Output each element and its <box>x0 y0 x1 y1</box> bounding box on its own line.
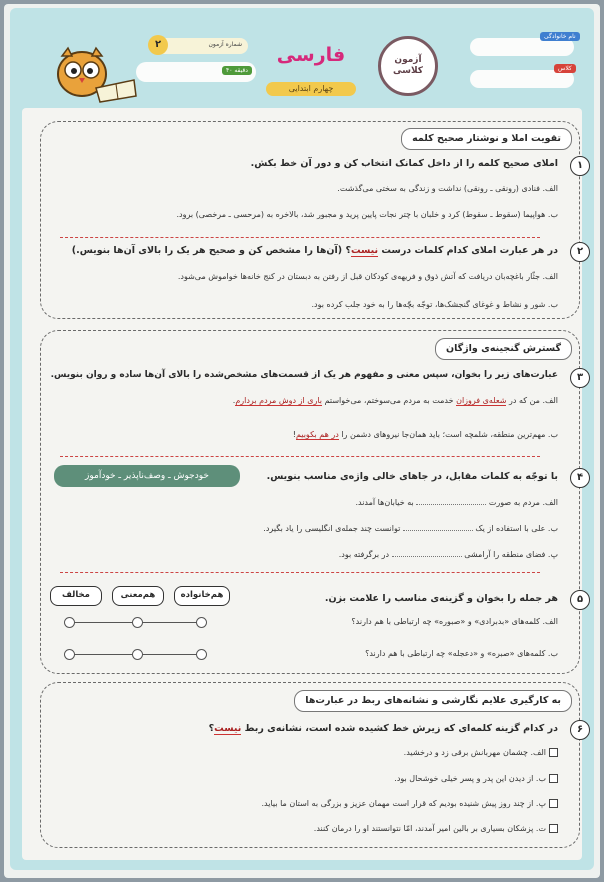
divider <box>60 572 540 573</box>
q4c-post: در برگرفته بود. <box>338 550 390 559</box>
question-2-number: ۲ <box>570 242 590 262</box>
name-label: نام خانوادگی <box>540 32 580 41</box>
question-6-option-a[interactable] <box>404 748 558 757</box>
question-3-number: ۳ <box>570 368 590 388</box>
question-4-text: با توجّه به کلمات مقابل، در جاهای خالی واژه‌ی مناسب بنویس. <box>266 471 558 482</box>
question-3-line-b <box>293 430 558 439</box>
q3a-pre: الف. من که در <box>506 396 558 405</box>
option-mokhalef[interactable]: مخالف <box>50 586 102 606</box>
option-hammani[interactable]: هم‌معنی <box>112 586 164 606</box>
stamp-text: آزمون کلاسی <box>392 55 424 76</box>
divider <box>60 456 540 457</box>
question-1-text: املای صحیح کلمه را از داخل کمانک انتخاب کن و دور آن خط بکش. <box>250 158 558 169</box>
question-6-number: ۶ <box>570 720 590 740</box>
question-6-text <box>209 723 558 734</box>
option-hamkhanevadeh[interactable]: هم‌خانواده <box>174 586 230 606</box>
question-6-option-d[interactable] <box>314 824 558 833</box>
checkbox[interactable] <box>549 799 558 808</box>
q3b-underlined: در هم بکوبیم <box>295 430 339 439</box>
exam-number-label: شماره آزمون <box>208 41 242 48</box>
q4b-blank[interactable] <box>403 530 473 531</box>
q3a-underlined-1: شعله‌ی فروزان <box>456 396 507 405</box>
exam-number: ۲ <box>148 35 168 55</box>
q5b-option-3[interactable] <box>64 649 75 660</box>
q3b-pre: ب. مهم‌ترین منطقه، شلمچه است؛ باید همان‌جا نیروهای دشمن را <box>338 430 558 439</box>
q4a-pre: الف. مردم به صورت <box>488 498 558 507</box>
question-4-line-c <box>339 550 558 559</box>
question-3-text: عبارت‌های زیر را بخوان، سپس معنی و مفهوم هر یک از قسمت‌های مشخص‌شده را بالای آن‌ها ساده و روان بنویس. <box>50 370 558 380</box>
question-1-number: ۱ <box>570 156 590 176</box>
q5b-option-1[interactable] <box>196 649 207 660</box>
option-c-text: پ. از چند روز پیش شنیده بودیم که قرار است مهمان عزیز و بزرگی به استان ما بیاید. <box>261 799 546 808</box>
question-5-line-b: ب. کلمه‌های «صبره» و «دعجله» چه ارتباطی با هم دارند؟ <box>365 649 558 658</box>
question-4-line-a <box>355 498 558 507</box>
q4a-blank[interactable] <box>416 504 486 505</box>
question-6-underlined-word: نیست <box>214 723 242 734</box>
word-bank: خودجوش ـ وصف‌ناپذیر ـ خودآموز <box>54 465 240 487</box>
question-6-option-b[interactable] <box>394 774 558 783</box>
page-title: فارسی <box>276 44 346 66</box>
grade-badge: چهارم ابتدایی <box>266 82 356 96</box>
q3b-post: ! <box>292 430 296 439</box>
section-spelling <box>40 121 580 319</box>
exam-header <box>4 4 600 108</box>
q4a-post: به خیابان‌ها آمدند. <box>355 498 414 507</box>
question-3-line-a <box>233 396 558 405</box>
question-5-number: ۵ <box>570 590 590 610</box>
owl-mascot-icon <box>52 44 142 104</box>
q5a-option-3[interactable] <box>64 617 75 628</box>
question-1-line-a: الف. فنادی (رونقی ـ رونقی) نداشت و زندگی به سختی می‌گذشت. <box>337 184 558 193</box>
section-punctuation-title: به کارگیری علایم نگارشی و نشانه‌های ربط در عبارت‌ها <box>294 690 572 712</box>
exam-number-badge <box>154 38 248 54</box>
q3a-post: . <box>232 396 236 405</box>
exam-sheet <box>4 4 600 878</box>
q4b-post: توانست چند جمله‌ی انگلیسی را یاد بگیرد. <box>263 524 401 533</box>
q5a-option-2[interactable] <box>132 617 143 628</box>
question-6-text-after: ؟ <box>208 723 215 734</box>
question-5-line-a: الف. کلمه‌های «بدبرادی» و «صبوره» چه ارتباطی با هم دارند؟ <box>351 617 558 626</box>
q4c-pre: پ. فضای منطقه را آرامشی <box>464 550 558 559</box>
section-spelling-title: تقویت املا و نوشتار صحیح کلمه <box>401 128 572 150</box>
checkbox[interactable] <box>549 824 558 833</box>
question-6-text-before: در کدام گزینه کلمه‌ای که زیرش خط کشیده شده است، نشانه‌ی ربط <box>241 723 558 734</box>
checkbox[interactable] <box>549 748 558 757</box>
exam-stamp <box>378 36 438 96</box>
option-b-text: ب. از دیدن این پدر و پسر خیلی خوشحال بود. <box>394 774 546 783</box>
time-label: ۴۰ دقیقه <box>222 66 252 75</box>
question-5-text: هر جمله را بخوان و گزینه‌ی مناسب را علامت بزن. <box>324 593 558 604</box>
option-d-text: ت. پزشکان بسیاری بر بالین امیر آمدند، امّا نتوانستند او را درمان کنند. <box>313 824 546 833</box>
q4c-blank[interactable] <box>392 556 462 557</box>
checkbox[interactable] <box>549 774 558 783</box>
question-1-line-b: ب. هواپیما (سقوط ـ سقوط) کرد و خلبان با چتر نجات پایین پرید و مجبور شد، بالاخره به (مرحسی ـ مرخصی) برود. <box>176 210 558 219</box>
question-2-line-b: ب. شور و نشاط و غوغای گنجشک‌ها، توجّه بچّه‌ها را به خود جلب کرده بود. <box>311 300 558 309</box>
question-2-underlined-word: نیست <box>350 245 379 256</box>
q5a-option-1[interactable] <box>196 617 207 628</box>
question-6-option-c[interactable] <box>262 799 559 808</box>
question-2-text <box>72 245 558 256</box>
class-label: کلاس <box>554 64 576 73</box>
question-4-number: ۴ <box>570 468 590 488</box>
question-2-text-before: در هر عبارت املای کدام کلمات درست <box>378 245 558 256</box>
section-vocabulary-title: گسترش گنجینه‌ی واژگان <box>435 338 572 360</box>
q5b-option-2[interactable] <box>132 649 143 660</box>
option-a-text: الف. چشمان مهربانش برقی زد و درخشید. <box>403 748 546 757</box>
question-2-text-after: ؟ (آن‌ها را مشخص کن و صحیح هر یک را بالای آن‌ها بنویس.) <box>71 245 351 256</box>
question-4-line-b <box>263 524 558 533</box>
question-2-line-a: الف. جثّار باغچه‌بان دریافت که آتش ذوق و فریهه‌ی کودکان قبل از رفتن به دبستان در کنج خانه‌ها خواموش می‌شود. <box>177 272 558 281</box>
q4b-pre: ب. علی با استفاده از یک <box>475 524 558 533</box>
q3a-mid: خدمت به مردم می‌سوختم، می‌خواستم <box>322 396 457 405</box>
divider <box>60 237 540 238</box>
q3a-underlined-2: باری از دوش مردم بردارم <box>235 396 323 405</box>
